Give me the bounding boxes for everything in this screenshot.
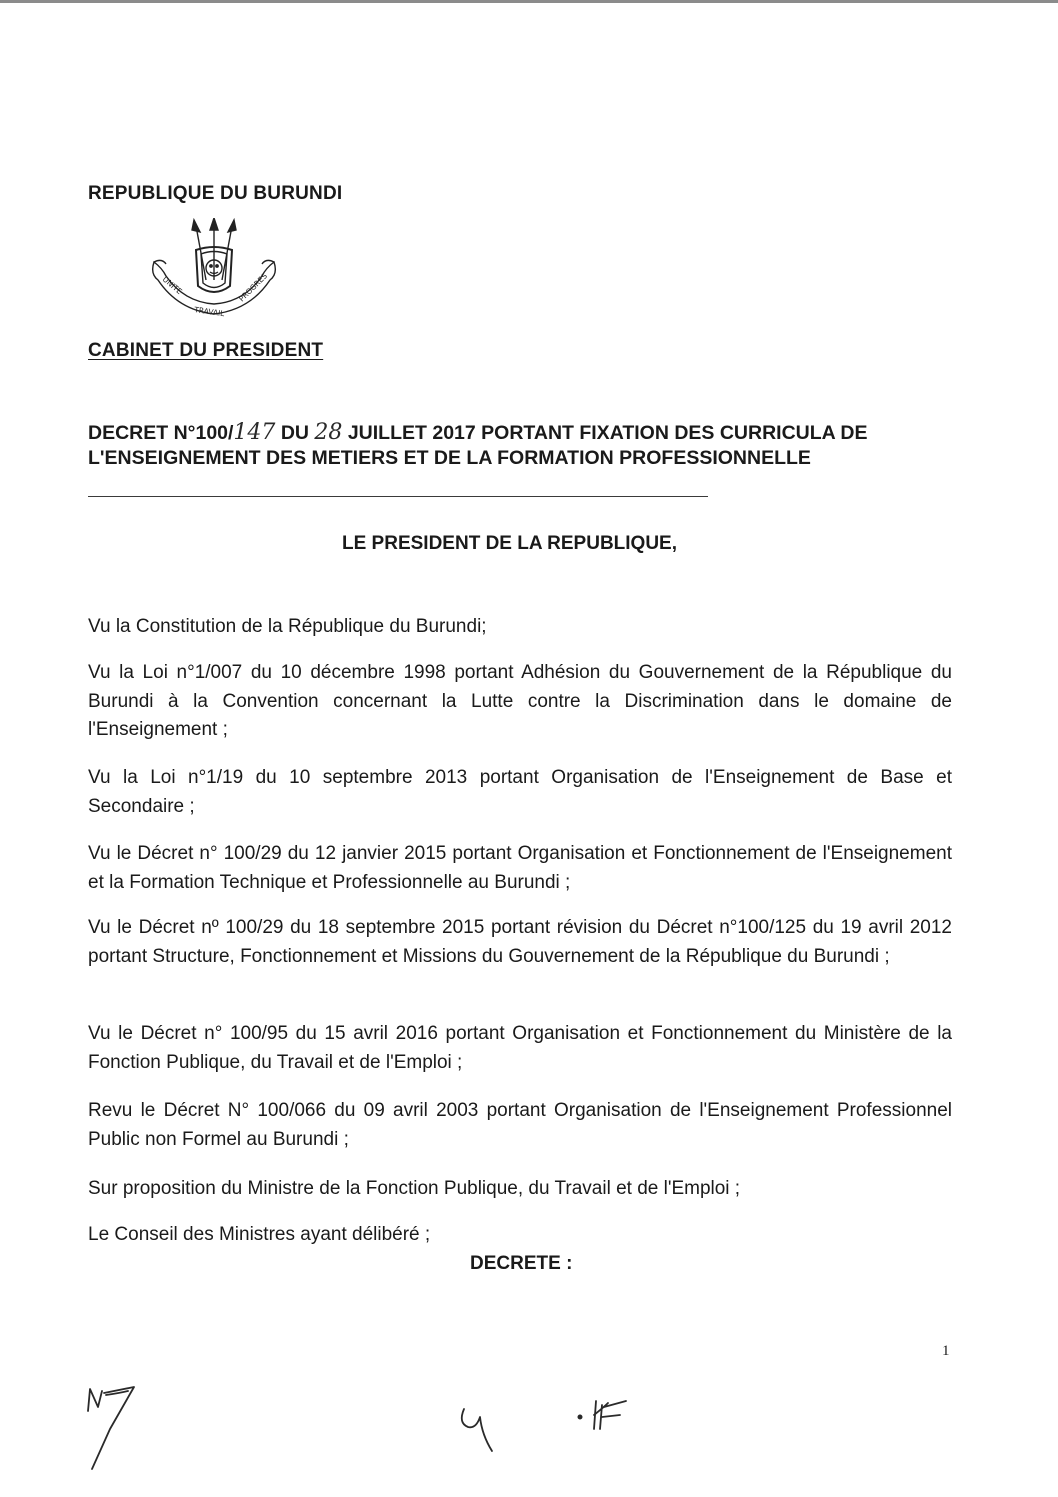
decree-number-prefix: DECRET N°100/ xyxy=(88,422,234,444)
handwritten-decree-number: 147 xyxy=(233,420,276,445)
visa-loi-1998: Vu la Loi n°1/007 du 10 décembre 1998 portant Adhésion du Gouvernement de la République du Burundi à la Convention concernant la Lutte contre la Discrimination dans le domaine de l'Enseignement ; xyxy=(88,662,952,740)
cabinet-heading: CABINET DU PRESIDENT xyxy=(88,340,324,361)
visa-decret-2003: Revu le Décret N° 100/066 du 09 avril 2003 portant Organisation de l'Enseignement Professionnel Public non Formel au Burundi ; xyxy=(88,1100,952,1150)
motto-progres: PROGRES xyxy=(237,271,269,304)
proposition-ministre: Sur proposition du Ministre de la Fonction Publique, du Travail et de l'Emploi ; xyxy=(88,1178,741,1199)
visa-decret-2015-septembre: Vu le Décret nº 100/29 du 18 septembre 2015 portant révision du Décret n°100/125 du 19 avril 2012 portant Structure, Fonctionnement et Missions du Gouvernement de la République du Burundi ; xyxy=(88,917,952,967)
page-number: 1 xyxy=(942,1343,950,1359)
scan-edge xyxy=(0,0,1058,3)
visa-decret-2016: Vu le Décret n° 100/95 du 15 avril 2016 portant Organisation et Fonctionnement du Ministère de la Fonction Publique, du Travail et de l'Emploi ; xyxy=(88,1023,952,1073)
country-heading: REPUBLIQUE DU BURUNDI xyxy=(88,183,343,204)
decree-title xyxy=(88,420,968,471)
title-underline xyxy=(88,496,708,497)
handwritten-day: 28 xyxy=(314,420,343,445)
decree-title-rest: JUILLET 2017 PORTANT FIXATION DES CURRICULA DE xyxy=(342,422,868,444)
motto-unite: UNITE xyxy=(160,274,184,297)
decree-title-line-2: L'ENSEIGNEMENT DES METIERS ET DE LA FORMATION PROFESSIONNELLE xyxy=(88,447,811,469)
decree-title-line-1 xyxy=(88,420,968,446)
decree-du: DU xyxy=(275,422,315,444)
visa-loi-2013: Vu la Loi n°1/19 du 10 septembre 2013 portant Organisation de l'Enseignement de Base et Secondaire ; xyxy=(88,767,952,817)
handwritten-initials xyxy=(80,1385,680,1475)
visa-constitution: Vu la Constitution de la République du Burundi; xyxy=(88,616,487,637)
president-heading: LE PRESIDENT DE LA REPUBLIQUE, xyxy=(342,533,677,554)
coat-of-arms xyxy=(148,218,280,332)
visa-decret-2015-janvier: Vu le Décret n° 100/29 du 12 janvier 2015 portant Organisation et Fonctionnement de l'Enseignement et la Formation Technique et Professionnelle au Burundi ; xyxy=(88,843,952,893)
conseil-ministres: Le Conseil des Ministres ayant délibéré ; xyxy=(88,1224,431,1245)
motto-travail: TRAVAIL xyxy=(193,305,225,319)
decrete-heading: DECRETE : xyxy=(470,1253,573,1274)
